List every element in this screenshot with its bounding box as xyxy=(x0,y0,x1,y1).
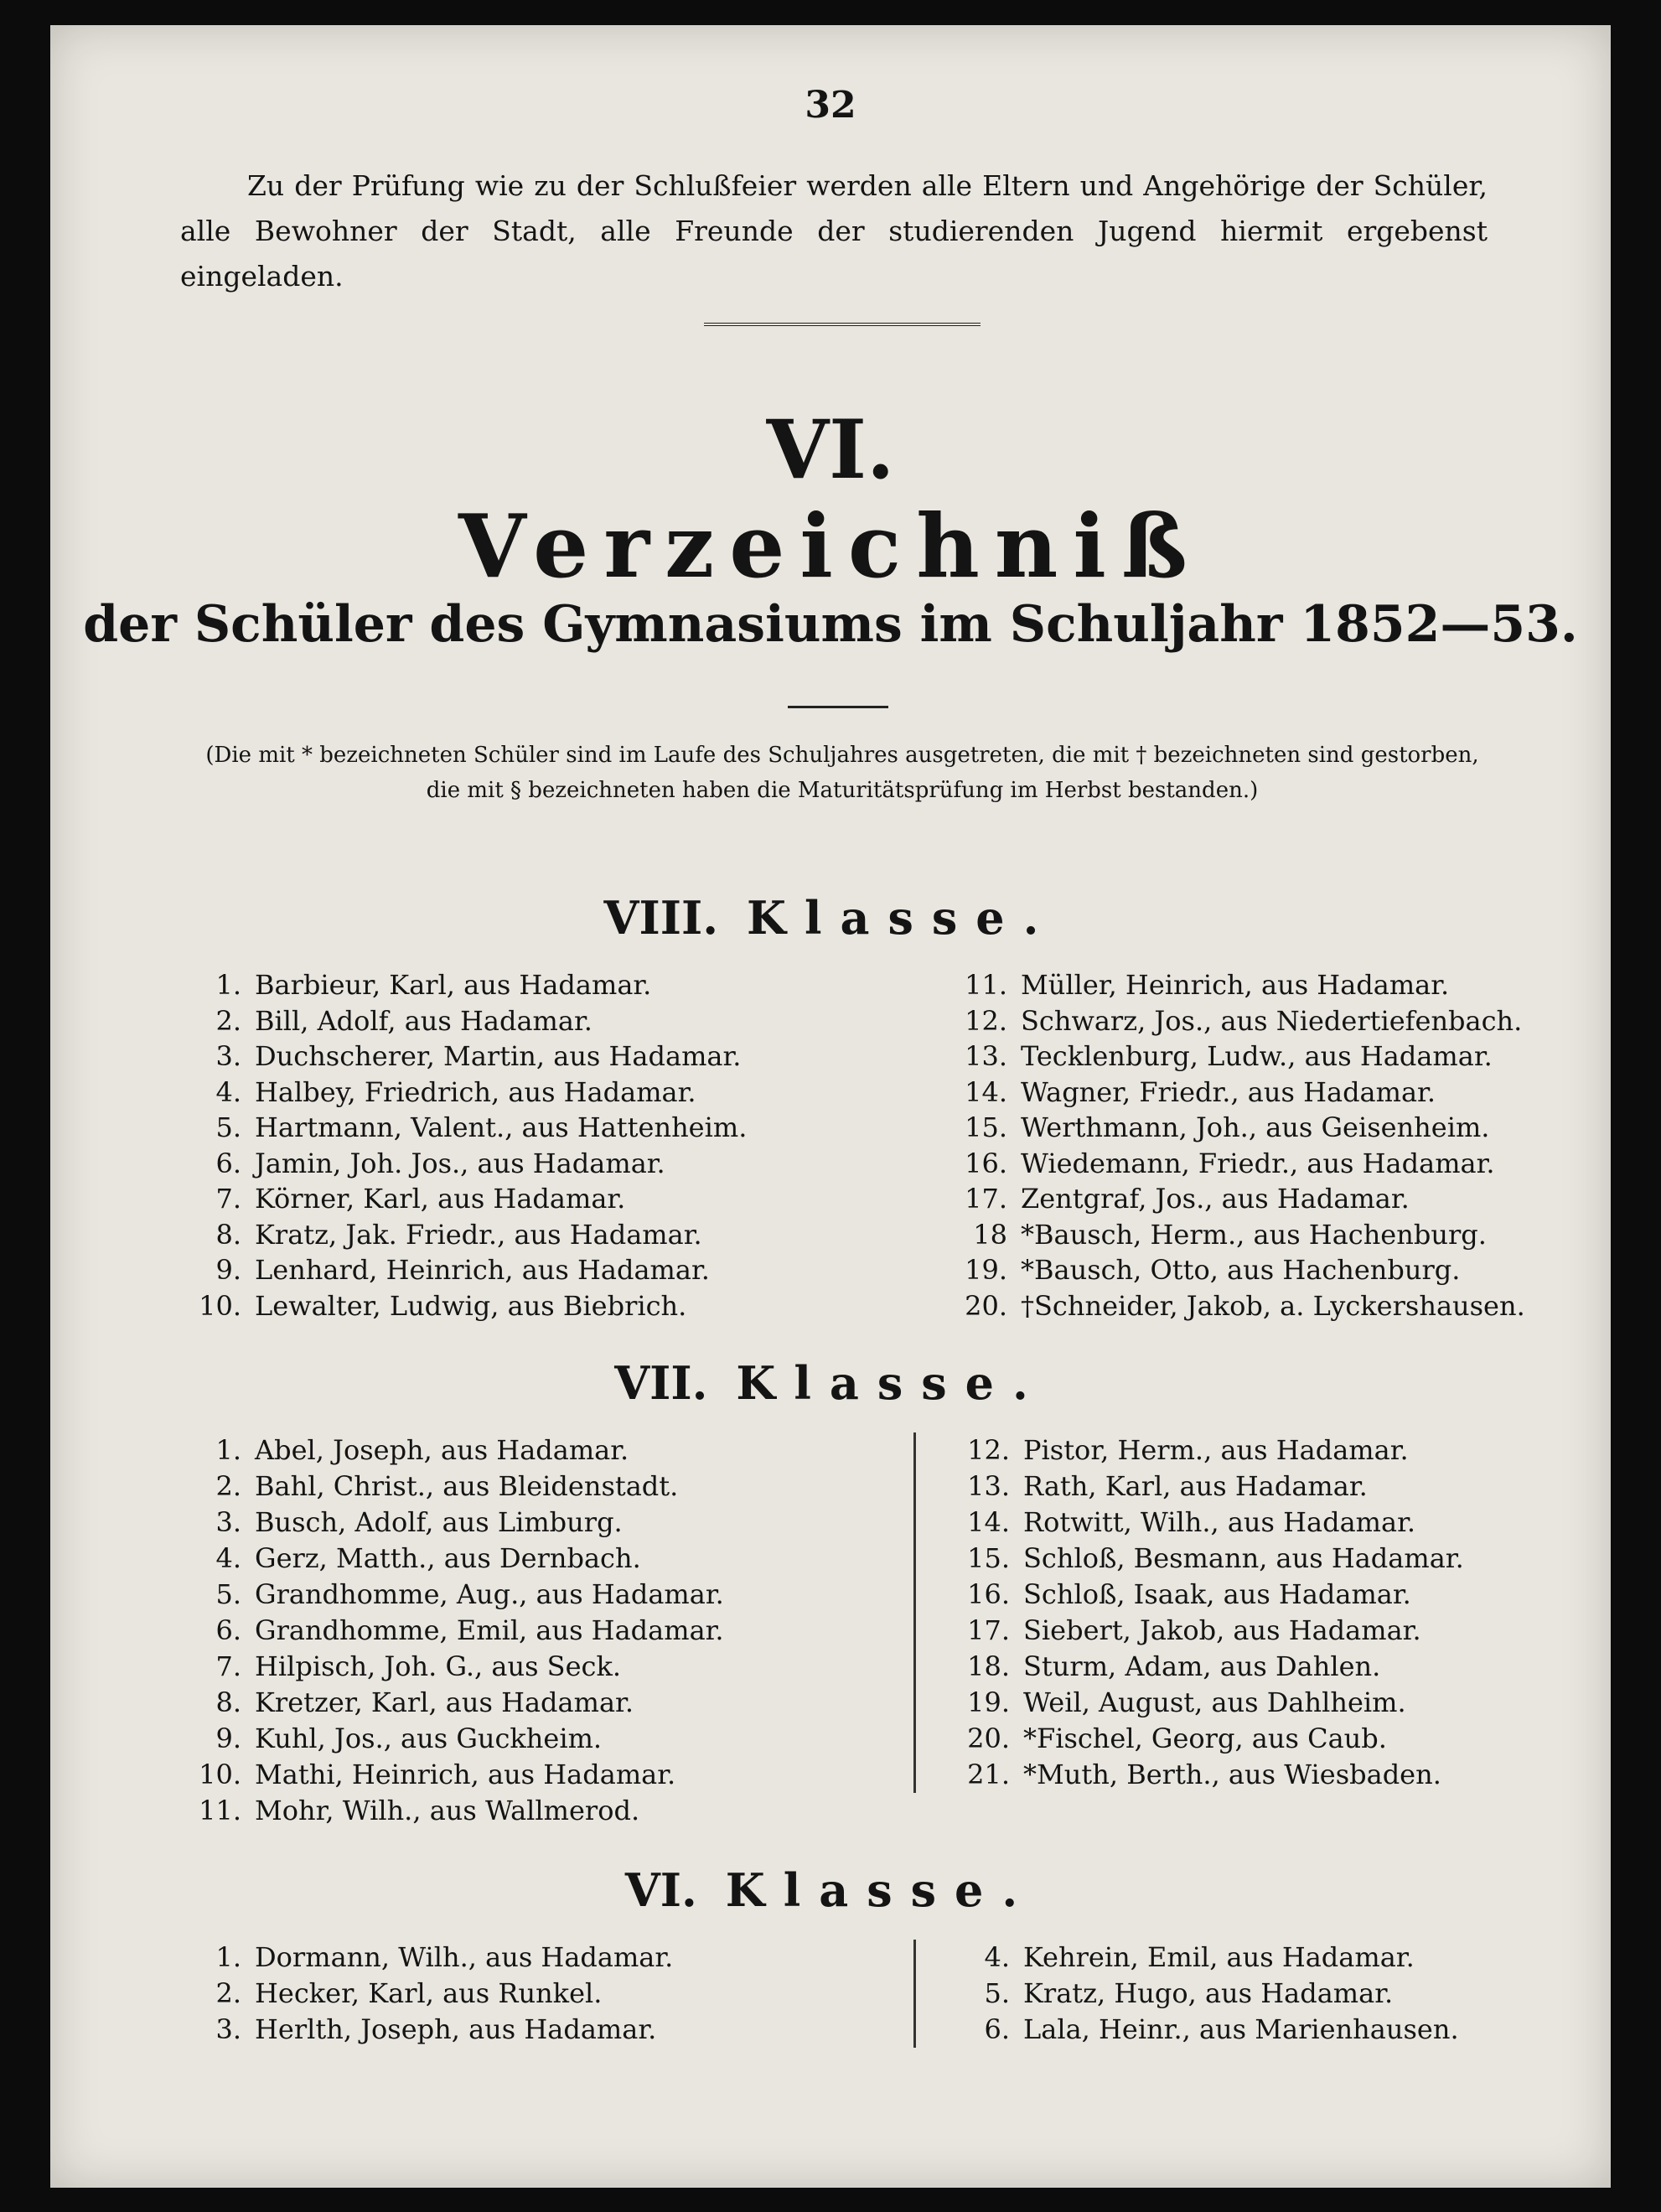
student-entry xyxy=(930,1252,1592,1288)
student-entry xyxy=(184,1649,888,1685)
entry-number: 6. xyxy=(215,1614,241,1646)
student-list-left xyxy=(184,1432,888,1829)
class-section-vii xyxy=(50,1345,1611,1826)
entry-number: 1. xyxy=(215,1941,241,1973)
page-number: 32 xyxy=(805,84,856,127)
entry-number: 2. xyxy=(215,1004,241,1037)
student-entry xyxy=(930,1146,1592,1182)
student-entry xyxy=(184,1252,888,1288)
student-entry xyxy=(930,1217,1592,1253)
divider-rule xyxy=(788,706,888,708)
entry-number: 5. xyxy=(984,1977,1010,2009)
entry-text: Kratz, Jak. Friedr., aus Hadamar. xyxy=(255,1218,702,1251)
entry-number: 20. xyxy=(967,1722,1010,1754)
section-numeral: VII. xyxy=(614,1356,708,1410)
entry-text: Halbey, Friedrich, aus Hadamar. xyxy=(255,1075,696,1108)
entry-text: Kuhl, Jos., aus Guckheim. xyxy=(255,1722,603,1754)
entry-text: Zentgraf, Jos., aus Hadamar. xyxy=(1021,1183,1410,1215)
entry-text: Kratz, Hugo, aus Hadamar. xyxy=(1023,1977,1394,2009)
entry-number: 13. xyxy=(967,1470,1010,1502)
entry-number: 3. xyxy=(215,1040,241,1072)
entry-number: 9. xyxy=(215,1722,241,1754)
entry-number: 21. xyxy=(967,1759,1010,1790)
student-entry xyxy=(184,1541,888,1577)
student-entry xyxy=(933,1721,1595,1757)
student-entry xyxy=(933,1541,1595,1577)
entry-number: 8. xyxy=(215,1686,241,1718)
page-subtitle: der Schüler des Gymnasiums im Schuljahr 1852—53. xyxy=(83,595,1578,654)
student-entry xyxy=(184,1613,888,1649)
entry-number: 2. xyxy=(215,1977,241,2009)
entry-number: 5. xyxy=(215,1111,241,1143)
entry-number: 1. xyxy=(215,1434,241,1466)
class-section-viii xyxy=(50,880,1611,1322)
entry-text: Siebert, Jakob, aus Hadamar. xyxy=(1023,1614,1421,1646)
student-entry xyxy=(933,1940,1595,1976)
student-list-right xyxy=(913,1940,1595,2048)
entry-number: 12. xyxy=(967,1434,1010,1466)
student-entry xyxy=(933,1757,1595,1793)
student-entry xyxy=(933,1685,1595,1721)
entry-text: Mohr, Wilh., aus Wallmerod. xyxy=(255,1795,640,1826)
entry-number: 4. xyxy=(984,1941,1010,1973)
student-entry xyxy=(184,1039,888,1075)
entry-number: 4. xyxy=(215,1542,241,1574)
entry-text: Werthmann, Joh., aus Geisenheim. xyxy=(1021,1111,1490,1143)
entry-text: Gerz, Matth., aus Dernbach. xyxy=(255,1542,641,1574)
entry-text: Abel, Joseph, aus Hadamar. xyxy=(255,1434,629,1466)
student-entry xyxy=(184,1181,888,1217)
student-entry xyxy=(930,1181,1592,1217)
student-entry xyxy=(184,1217,888,1253)
student-entry xyxy=(184,2012,888,2048)
entry-text: Jamin, Joh. Jos., aus Hadamar. xyxy=(255,1147,665,1179)
entry-text: Müller, Heinrich, aus Hadamar. xyxy=(1021,969,1450,1001)
entry-text: Bahl, Christ., aus Bleidenstadt. xyxy=(255,1470,679,1502)
entry-number: 15. xyxy=(965,1111,1007,1143)
student-entry xyxy=(933,1577,1595,1613)
student-entry xyxy=(933,2012,1595,2048)
page-title: Verzeichniß xyxy=(458,495,1203,598)
student-entry xyxy=(184,1075,888,1111)
section-heading xyxy=(50,1345,1611,1421)
student-entry xyxy=(930,1288,1592,1324)
entry-text: Grandhomme, Emil, aus Hadamar. xyxy=(255,1614,724,1646)
entry-number: 18. xyxy=(967,1650,1010,1682)
entry-number: 16. xyxy=(965,1147,1007,1179)
student-entry xyxy=(933,1649,1595,1685)
section-numeral: VI. xyxy=(624,1863,697,1917)
entry-text: Lewalter, Ludwig, aus Biebrich. xyxy=(255,1289,687,1322)
entry-number: 11. xyxy=(965,969,1007,1001)
student-entry xyxy=(184,1469,888,1505)
section-word: Klasse. xyxy=(725,1863,1037,1917)
entry-text: Bill, Adolf, aus Hadamar. xyxy=(255,1004,592,1037)
entry-text: Sturm, Adam, aus Dahlen. xyxy=(1023,1650,1381,1682)
entry-number: 7. xyxy=(215,1650,241,1682)
entry-number: 20. xyxy=(965,1289,1007,1322)
student-entry xyxy=(933,1469,1595,1505)
entry-text: Barbieur, Karl, aus Hadamar. xyxy=(255,969,652,1001)
entry-text: †Schneider, Jakob, a. Lyckershausen. xyxy=(1021,1289,1525,1322)
document-page xyxy=(50,25,1611,2188)
entry-number: 13. xyxy=(965,1040,1007,1072)
entry-number: 3. xyxy=(215,2013,241,2045)
student-entry xyxy=(184,1685,888,1721)
entry-number: 19. xyxy=(965,1254,1007,1286)
student-entry xyxy=(184,1577,888,1613)
part-numeral: VI. xyxy=(766,402,895,497)
student-entry xyxy=(930,1003,1592,1039)
entry-text: Dormann, Wilh., aus Hadamar. xyxy=(255,1941,674,1973)
entry-number: 11. xyxy=(199,1795,241,1826)
entry-text: Tecklenburg, Ludw., aus Hadamar. xyxy=(1021,1040,1493,1072)
entry-text: Lala, Heinr., aus Marienhausen. xyxy=(1023,2013,1459,2045)
entry-number: 1. xyxy=(215,969,241,1001)
class-section-vi xyxy=(50,1852,1611,2045)
entry-text: Körner, Karl, aus Hadamar. xyxy=(255,1183,626,1215)
student-entry xyxy=(184,1003,888,1039)
section-word: Klasse. xyxy=(747,891,1058,945)
entry-text: Mathi, Heinrich, aus Hadamar. xyxy=(255,1759,676,1790)
section-word: Klasse. xyxy=(736,1356,1047,1410)
entry-number: 8. xyxy=(215,1218,241,1251)
entry-text: Wiedemann, Friedr., aus Hadamar. xyxy=(1021,1147,1495,1179)
entry-number: 4. xyxy=(215,1075,241,1108)
student-entry xyxy=(184,1288,888,1324)
student-entry xyxy=(933,1505,1595,1541)
student-entry xyxy=(930,1039,1592,1075)
entry-text: Grandhomme, Aug., aus Hadamar. xyxy=(255,1578,724,1610)
entry-number: 18 xyxy=(973,1218,1007,1251)
entry-text: Duchscherer, Martin, aus Hadamar. xyxy=(255,1040,742,1072)
student-entry xyxy=(184,1757,888,1793)
entry-text: Schwarz, Jos., aus Niedertiefenbach. xyxy=(1021,1004,1523,1037)
entry-number: 6. xyxy=(984,2013,1010,2045)
entry-text: Wagner, Friedr., aus Hadamar. xyxy=(1021,1075,1436,1108)
entry-number: 16. xyxy=(967,1578,1010,1610)
student-entry xyxy=(930,1075,1592,1111)
entry-number: 17. xyxy=(965,1183,1007,1215)
entry-text: *Muth, Berth., aus Wiesbaden. xyxy=(1023,1759,1441,1790)
entry-text: Kehrein, Emil, aus Hadamar. xyxy=(1023,1941,1415,1973)
entry-text: Weil, August, aus Dahlheim. xyxy=(1023,1686,1406,1718)
student-entry xyxy=(930,1110,1592,1146)
student-entry xyxy=(933,1613,1595,1649)
student-entry xyxy=(933,1976,1595,2012)
student-entry xyxy=(184,1793,888,1829)
entry-number: 7. xyxy=(215,1183,241,1215)
student-entry xyxy=(930,967,1592,1003)
entry-number: 9. xyxy=(215,1254,241,1286)
student-list-right xyxy=(930,967,1592,1324)
student-list-left xyxy=(184,1940,888,2048)
student-entry xyxy=(184,1940,888,1976)
entry-text: Herlth, Joseph, aus Hadamar. xyxy=(255,2013,657,2045)
section-heading xyxy=(50,1852,1611,1928)
entry-text: Hecker, Karl, aus Runkel. xyxy=(255,1977,603,2009)
student-entry xyxy=(184,1505,888,1541)
student-list-left xyxy=(184,967,888,1324)
student-entry xyxy=(184,967,888,1003)
entry-number: 17. xyxy=(967,1614,1010,1646)
entry-text: Schloß, Isaak, aus Hadamar. xyxy=(1023,1578,1411,1610)
entry-number: 10. xyxy=(199,1759,241,1790)
entry-text: Lenhard, Heinrich, aus Hadamar. xyxy=(255,1254,710,1286)
entry-text: Rath, Karl, aus Hadamar. xyxy=(1023,1470,1368,1502)
student-entry xyxy=(184,1110,888,1146)
entry-text: Busch, Adolf, aus Limburg. xyxy=(255,1506,623,1538)
entry-text: Schloß, Besmann, aus Hadamar. xyxy=(1023,1542,1464,1574)
student-entry xyxy=(933,1432,1595,1469)
student-list-right xyxy=(913,1432,1595,1793)
student-entry xyxy=(184,1432,888,1469)
entry-text: Hartmann, Valent., aus Hattenheim. xyxy=(255,1111,748,1143)
student-entry xyxy=(184,1976,888,2012)
divider-rule xyxy=(704,323,981,326)
entry-number: 12. xyxy=(965,1004,1007,1037)
entry-number: 6. xyxy=(215,1147,241,1179)
entry-number: 15. xyxy=(967,1542,1010,1574)
entry-number: 10. xyxy=(199,1289,241,1322)
section-numeral: VIII. xyxy=(603,891,719,945)
entry-number: 2. xyxy=(215,1470,241,1502)
entry-number: 14. xyxy=(967,1506,1010,1538)
entry-text: *Bausch, Otto, aus Hachenburg. xyxy=(1021,1254,1461,1286)
invitation-paragraph: Zu der Prüfung wie zu der Schlußfeier werden alle Eltern und Angehörige der Schüler, alle Bewohner der Stadt, alle Freunde der studierenden Jugend hiermit ergebenst eingeladen. xyxy=(180,169,1488,293)
entry-number: 3. xyxy=(215,1506,241,1538)
legend-note: (Die mit * bezeichneten Schüler sind im Laufe des Schuljahres ausgetreten, die mit † bezeichneten sind gestorben, die mit § bezeichneten haben die Maturitätsprüfung im Herbst bestanden.) xyxy=(205,743,1479,803)
entry-number: 5. xyxy=(215,1578,241,1610)
entry-number: 14. xyxy=(965,1075,1007,1108)
entry-text: Hilpisch, Joh. G., aus Seck. xyxy=(255,1650,621,1682)
entry-text: Pistor, Herm., aus Hadamar. xyxy=(1023,1434,1409,1466)
student-entry xyxy=(184,1146,888,1182)
entry-number: 19. xyxy=(967,1686,1010,1718)
student-entry xyxy=(184,1721,888,1757)
section-heading xyxy=(50,880,1611,956)
entry-text: *Fischel, Georg, aus Caub. xyxy=(1023,1722,1387,1754)
entry-text: Kretzer, Karl, aus Hadamar. xyxy=(255,1686,634,1718)
entry-text: Rotwitt, Wilh., aus Hadamar. xyxy=(1023,1506,1416,1538)
entry-text: *Bausch, Herm., aus Hachenburg. xyxy=(1021,1218,1487,1251)
